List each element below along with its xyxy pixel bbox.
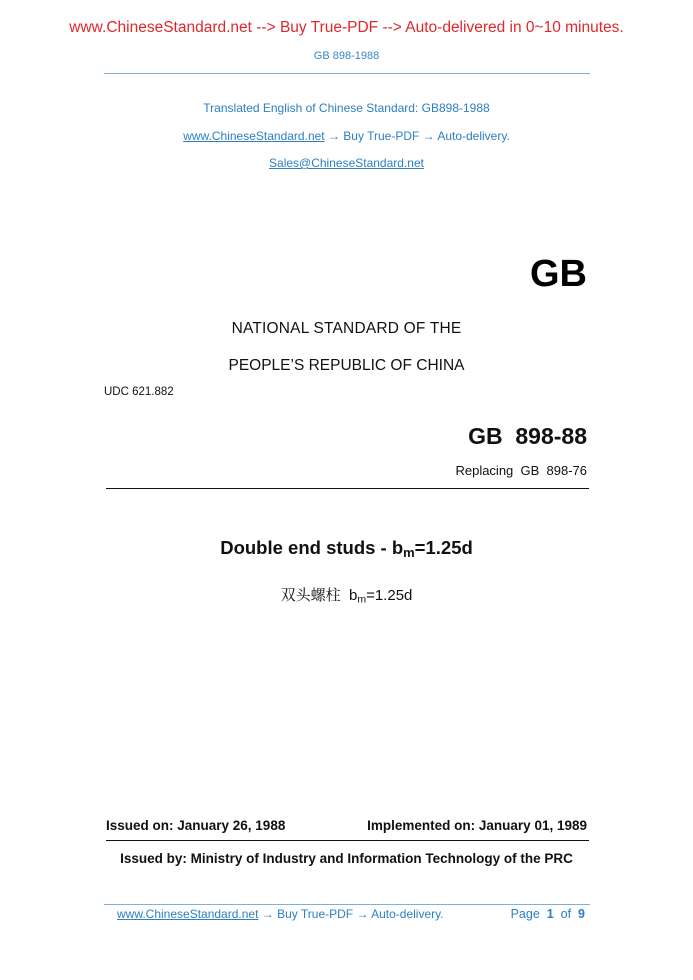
footer-divider: [104, 904, 590, 905]
page-current: 1: [546, 907, 554, 921]
document-title-chinese: 双头螺柱 $b_m=1.25d$: [280, 586, 413, 606]
header-divider: [104, 73, 590, 74]
document-title-english: Double end studs - $b_m=1.25d$: [220, 537, 473, 561]
issued-date: Issued on: January 26, 1988: [106, 818, 286, 833]
udc-code: UDC 621.882: [104, 386, 174, 398]
implemented-date: Implemented on: January 01, 1989: [367, 818, 587, 833]
translated-line: Translated English of Chinese Standard: GB898-1988: [203, 101, 490, 115]
standard-number: GB 898-88: [468, 423, 587, 449]
title-divider: [106, 488, 589, 489]
replacing-note: Replacing GB 898-76: [455, 463, 587, 478]
header-standard-code: GB 898-1988: [313, 50, 380, 62]
purchase-line: [0, 129, 693, 143]
national-standard-line-2: PEOPLE’S REPUBLIC OF CHINA: [228, 357, 465, 374]
sales-email-link[interactable]: Sales@ChineseStandard.net: [269, 156, 424, 170]
page-total: 9: [578, 907, 585, 921]
page-indicator: Page 1 of 9: [510, 907, 585, 921]
footer-buy-text: → Buy True-PDF → Auto-delivery.: [258, 907, 444, 921]
national-standard-line-1: NATIONAL STANDARD OF THE: [231, 320, 462, 337]
footer-links: [117, 907, 444, 921]
gb-logo: GB: [530, 253, 587, 295]
sales-line: [0, 156, 693, 170]
promo-banner[interactable]: www.ChineseStandard.net --> Buy True-PDF --> Auto-delivered in 0~10 minutes.: [69, 19, 624, 36]
dates-divider: [106, 840, 589, 841]
issuing-authority: Issued by: Ministry of Industry and Information Technology of the PRC: [120, 851, 573, 866]
footer-site-link[interactable]: www.ChineseStandard.net: [117, 907, 259, 921]
site-link[interactable]: www.ChineseStandard.net: [183, 129, 325, 143]
buy-text: → Buy True-PDF → Auto-delivery.: [324, 129, 510, 143]
